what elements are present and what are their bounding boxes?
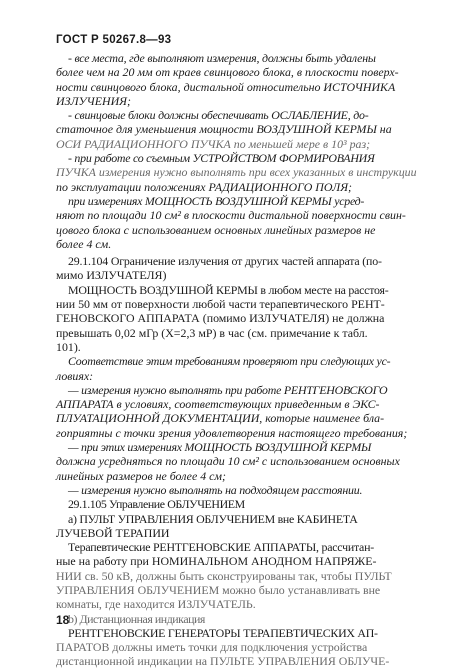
text-line: АППАРАТА в условиях, соответствующих приведенным в ЭКС- <box>56 397 380 412</box>
text-line: ловиях: <box>56 368 94 383</box>
text-line: ИЗЛУЧЕНИЯ; <box>56 93 131 108</box>
page-number: 18 <box>56 613 70 627</box>
text-line: 101). <box>56 339 81 354</box>
text-line: дистанционной индикации на ПУЛЬТЕ УПРАВЛЕНИЯ ОБЛУЧЕ- <box>56 654 390 669</box>
text-line: а) ПУЛЬТ УПРАВЛЕНИЯ ОБЛУЧЕНИЕМ вне КАБИНЕТА <box>68 511 358 526</box>
text-line: ПАРАТОВ должны иметь точки для подключения устройства <box>56 640 368 655</box>
text-line: комнаты, где находится ИЗЛУЧАТЕЛЬ. <box>56 597 256 612</box>
text-line: более чем на 20 мм от краев свинцового блока, в плоскости поверх- <box>56 65 399 80</box>
document-body <box>56 51 432 669</box>
text-line: b) Дистанционная индикация <box>68 611 205 626</box>
text-line: РЕНТГЕНОВСКИЕ ГЕНЕРАТОРЫ ТЕРАПЕВТИЧЕСКИХ АП- <box>68 625 378 640</box>
document-header: ГОСТ Р 50267.8—93 <box>56 34 172 46</box>
text-line: превышать 0,02 мГр (Х=2,3 мР) в час (см. примечание к табл. <box>56 325 368 340</box>
text-line: цового блока с использованием основных линейных размеров не <box>56 222 376 237</box>
text-line: гоприятны с точки зрения удовлетворения настоящего требования; <box>56 425 408 440</box>
text-line: ПУЧКА измерения нужно выполнять при всех указанных в инструкции <box>56 165 417 180</box>
text-line: 29.1.104 Ограничение излучения от других частей аппарата (по- <box>68 254 382 269</box>
text-line: - при работе со съемным УСТРОЙСТВОМ ФОРМИРОВАНИЯ <box>68 151 375 166</box>
text-line: линейных размеров не более 4 см; <box>56 468 226 483</box>
text-line: ГЕНОВСКОГО АППАРАТА (помимо ИЗЛУЧАТЕЛЯ) не должна <box>56 311 385 326</box>
text-line: ОСИ РАДИАЦИОННОГО ПУЧКА по меньшей мере в 10³ раз; <box>56 136 371 151</box>
text-line: ные на работу при НОМИНАЛЬНОМ АНОДНОМ НАПРЯЖЕ- <box>56 554 377 569</box>
text-line: статочное для уменьшения мощности ВОЗДУШНОЙ КЕРМЫ на <box>56 122 392 137</box>
text-line: — измерения нужно выполнять при работе РЕНТГЕНОВСКОГО <box>68 382 388 397</box>
text-line: няют по площади 10 см² в плоскости дистальной поверхности свин- <box>56 208 406 223</box>
text-line: 29.1.105 Управление ОБЛУЧЕНИЕМ <box>68 497 245 512</box>
text-line: должна усредняться по площади 10 см² с использованием основных <box>56 454 400 469</box>
text-line: ПЛУАТАЦИОННОЙ ДОКУМЕНТАЦИИ, которые наименее бла- <box>56 411 385 426</box>
text-line: — измерения нужно выполнять на подходящем расстоянии. <box>68 482 363 497</box>
text-line: мимо ИЗЛУЧАТЕЛЯ) <box>56 268 167 283</box>
text-line: по эксплуатации положениях РАДИАЦИОННОГО ПОЛЯ; <box>56 179 353 194</box>
text-line: МОЩНОСТЬ ВОЗДУШНОЙ КЕРМЫ в любом месте на расстоя- <box>68 282 389 297</box>
text-line: ности свинцового блока, дистальной относительно ИСТОЧНИКА <box>56 79 396 94</box>
text-line: при измерениях МОЩНОСТЬ ВОЗДУШНОЙ КЕРМЫ усред- <box>68 193 365 208</box>
text-line: Соответствие этим требованиям проверяют при следующих ус- <box>68 354 391 369</box>
text-line: - все места, где выполняют измерения, должны быть удалены <box>68 51 376 65</box>
text-line: Терапевтические РЕНТГЕНОВСКИЕ АППАРАТЫ, рассчитан- <box>68 540 374 555</box>
text-line: УПРАВЛЕНИЯ ОБЛУЧЕНИЕМ можно было устанавливать вне <box>56 582 381 597</box>
text-line: - свинцовые блоки должны обеспечивать ОСЛАБЛЕНИЕ, до- <box>68 108 369 123</box>
text-line: более 4 см. <box>56 236 112 251</box>
text-line: — при этих измерениях МОЩНОСТЬ ВОЗДУШНОЙ КЕРМЫ <box>68 440 372 455</box>
text-line: нии 50 мм от поверхности любой части терапевтического РЕНТ- <box>56 297 385 312</box>
text-line: ЛУЧЕВОЙ ТЕРАПИИ <box>56 525 170 540</box>
text-line: НИИ св. 50 кВ, должны быть сконструированы так, чтобы ПУЛЬТ <box>56 568 392 583</box>
